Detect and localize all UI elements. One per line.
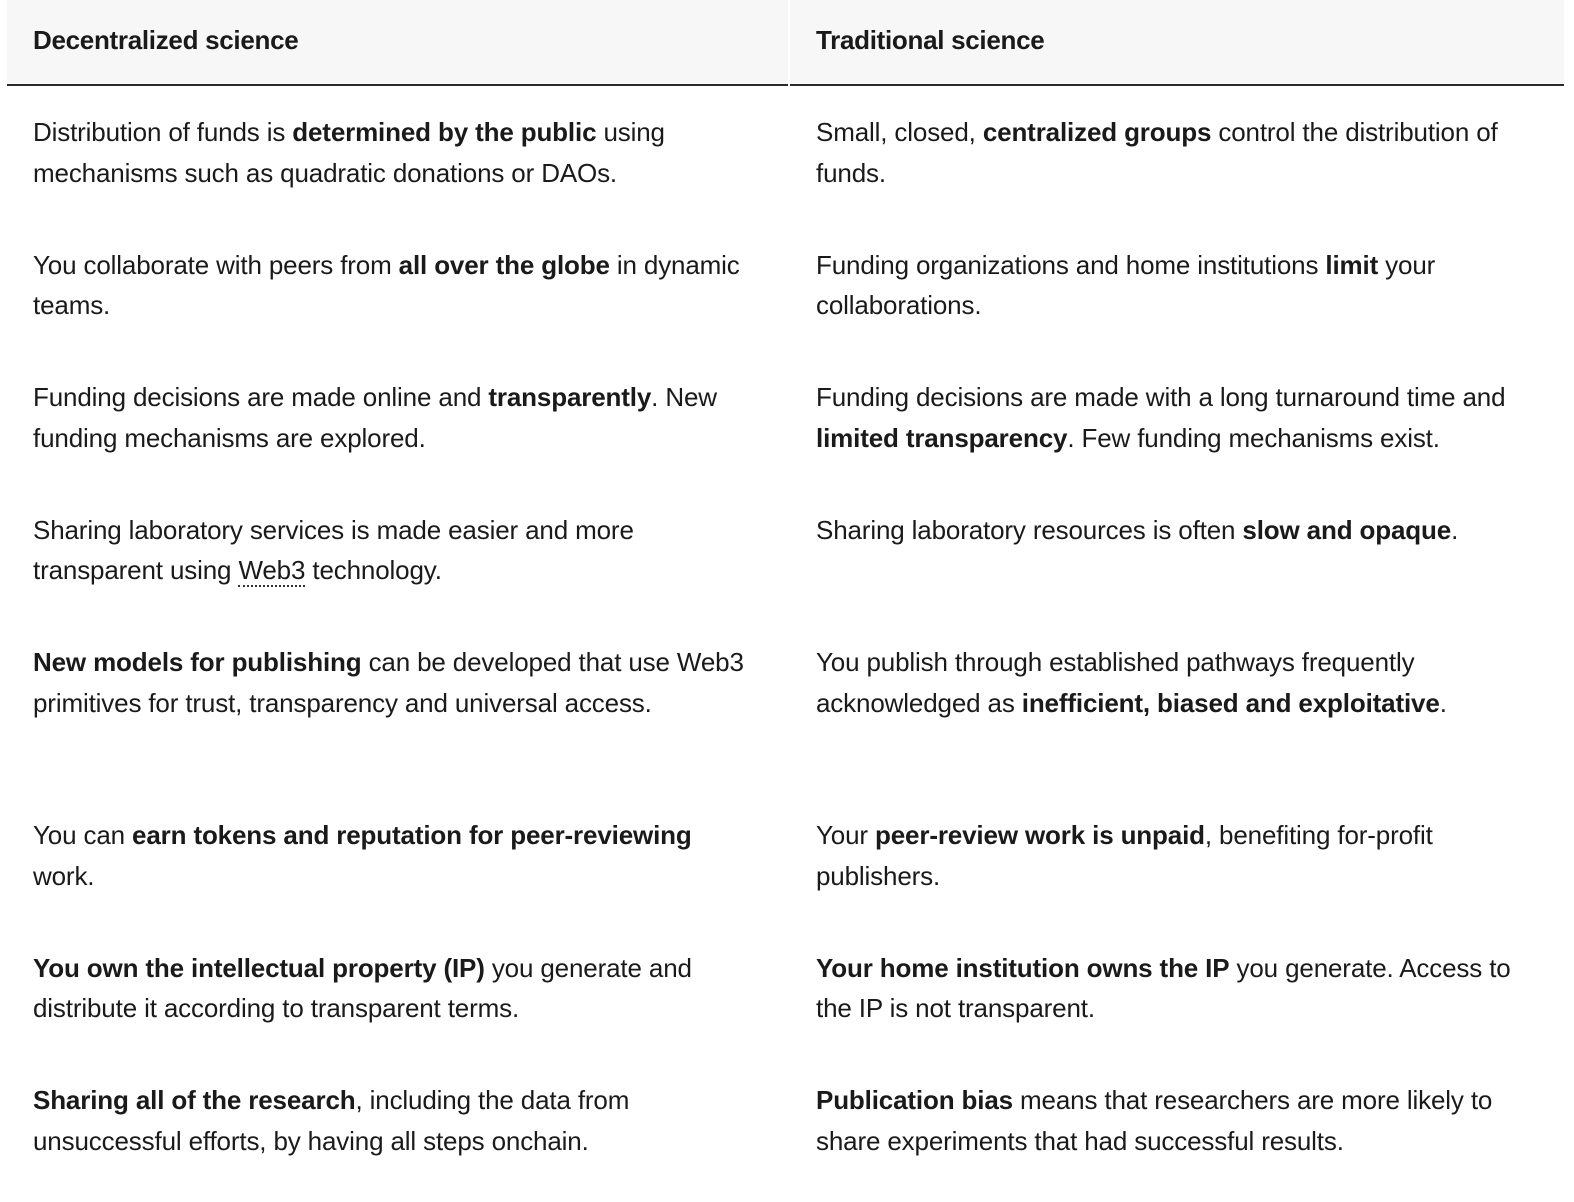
cell-emphasis: all over the globe bbox=[398, 249, 610, 280]
cell-emphasis: Sharing all of the research bbox=[33, 1085, 356, 1115]
cell-emphasis: Your home institution owns the IP bbox=[816, 952, 1230, 983]
cell-emphasis: inefficient, biased and exploitative bbox=[1021, 687, 1440, 718]
cell-traditional bbox=[790, 1054, 1564, 1187]
cell-decentralized bbox=[7, 86, 790, 219]
cell-emphasis: slow and opaque bbox=[1242, 514, 1452, 545]
cell-text: in dynamic teams. bbox=[33, 249, 740, 320]
cell-decentralized bbox=[7, 922, 790, 1055]
cell-emphasis: limited transparency bbox=[816, 422, 1068, 453]
cell-text: can be developed that use Web3 primitives for trust, transparency and universal access. bbox=[33, 647, 744, 718]
cell-text: Small, closed, bbox=[816, 117, 983, 147]
cell-text: you generate and distribute it according to transparent terms. bbox=[33, 952, 692, 1023]
cell-emphasis: New models for publishing bbox=[33, 647, 362, 677]
header-traditional-science: Traditional science bbox=[790, 0, 1564, 86]
cell-text: You publish through established pathways frequently acknowledged as bbox=[816, 647, 1415, 718]
cell-text: . Few funding mechanisms exist. bbox=[1067, 422, 1440, 453]
cell-decentralized bbox=[7, 484, 790, 617]
cell-text: Funding organizations and home institutions bbox=[816, 249, 1326, 280]
table-row bbox=[7, 789, 1564, 922]
cell-text: . bbox=[1451, 514, 1459, 545]
table-row bbox=[7, 616, 1564, 789]
cell-emphasis: Publication bias bbox=[816, 1085, 1013, 1115]
cell-decentralized bbox=[7, 616, 790, 789]
header-decentralized-science: Decentralized science bbox=[7, 0, 788, 86]
cell-traditional bbox=[790, 616, 1564, 789]
cell-text: technology. bbox=[305, 555, 442, 585]
cell-decentralized bbox=[7, 351, 790, 484]
cell-text: You collaborate with peers from bbox=[33, 249, 399, 280]
cell-emphasis: You own the intellectual property (IP) bbox=[33, 952, 485, 983]
cell-traditional bbox=[790, 484, 1564, 617]
table-row bbox=[7, 351, 1564, 484]
table-row bbox=[7, 922, 1564, 1055]
cell-traditional bbox=[790, 789, 1564, 922]
cell-text: Your bbox=[816, 820, 876, 850]
cell-traditional bbox=[790, 351, 1564, 484]
cell-text: your collaborations. bbox=[816, 249, 1436, 320]
cell-decentralized bbox=[7, 219, 790, 352]
cell-traditional bbox=[790, 922, 1564, 1055]
cell-text: using mechanisms such as quadratic donations or DAOs. bbox=[33, 117, 665, 188]
cell-text: , benefiting for-profit publishers. bbox=[816, 820, 1433, 891]
cell-decentralized bbox=[7, 789, 790, 922]
cell-text: Sharing laboratory services is made easier and more transparent using bbox=[33, 514, 634, 585]
web3-abbreviation-link[interactable]: Web3 bbox=[238, 555, 306, 585]
cell-emphasis: centralized groups bbox=[982, 117, 1212, 147]
comparison-table bbox=[7, 0, 1564, 1187]
cell-traditional bbox=[790, 219, 1564, 352]
cell-decentralized bbox=[7, 1054, 790, 1187]
cell-text: means that researchers are more likely to share experiments that had successful results. bbox=[816, 1085, 1493, 1156]
table-row bbox=[7, 219, 1564, 352]
cell-text: Distribution of funds is bbox=[33, 117, 293, 147]
cell-text: Funding decisions are made with a long turnaround time and bbox=[816, 382, 1506, 412]
cell-text: Sharing laboratory resources is often bbox=[816, 514, 1243, 545]
cell-text: Funding decisions are made online and bbox=[33, 382, 489, 412]
cell-emphasis: earn tokens and reputation for peer-reviewing bbox=[132, 820, 692, 850]
cell-traditional bbox=[790, 86, 1564, 219]
cell-text: . New funding mechanisms are explored. bbox=[33, 382, 717, 453]
table-row bbox=[7, 86, 1564, 219]
table-row bbox=[7, 484, 1564, 617]
cell-text: , including the data from unsuccessful efforts, by having all steps onchain. bbox=[33, 1085, 630, 1156]
cell-text: You can bbox=[33, 820, 133, 850]
table-row bbox=[7, 1054, 1564, 1187]
cell-text: . bbox=[1439, 687, 1447, 718]
cell-emphasis: limit bbox=[1325, 249, 1379, 280]
cell-emphasis: transparently bbox=[488, 382, 652, 412]
cell-text: work. bbox=[33, 860, 95, 891]
cell-text: you generate. Access to the IP is not transparent. bbox=[816, 952, 1511, 1023]
cell-emphasis: peer-review work is unpaid bbox=[875, 820, 1205, 850]
table-header-row bbox=[7, 0, 1564, 86]
cell-emphasis: determined by the public bbox=[292, 117, 597, 147]
cell-text: control the distribution of funds. bbox=[816, 117, 1498, 188]
